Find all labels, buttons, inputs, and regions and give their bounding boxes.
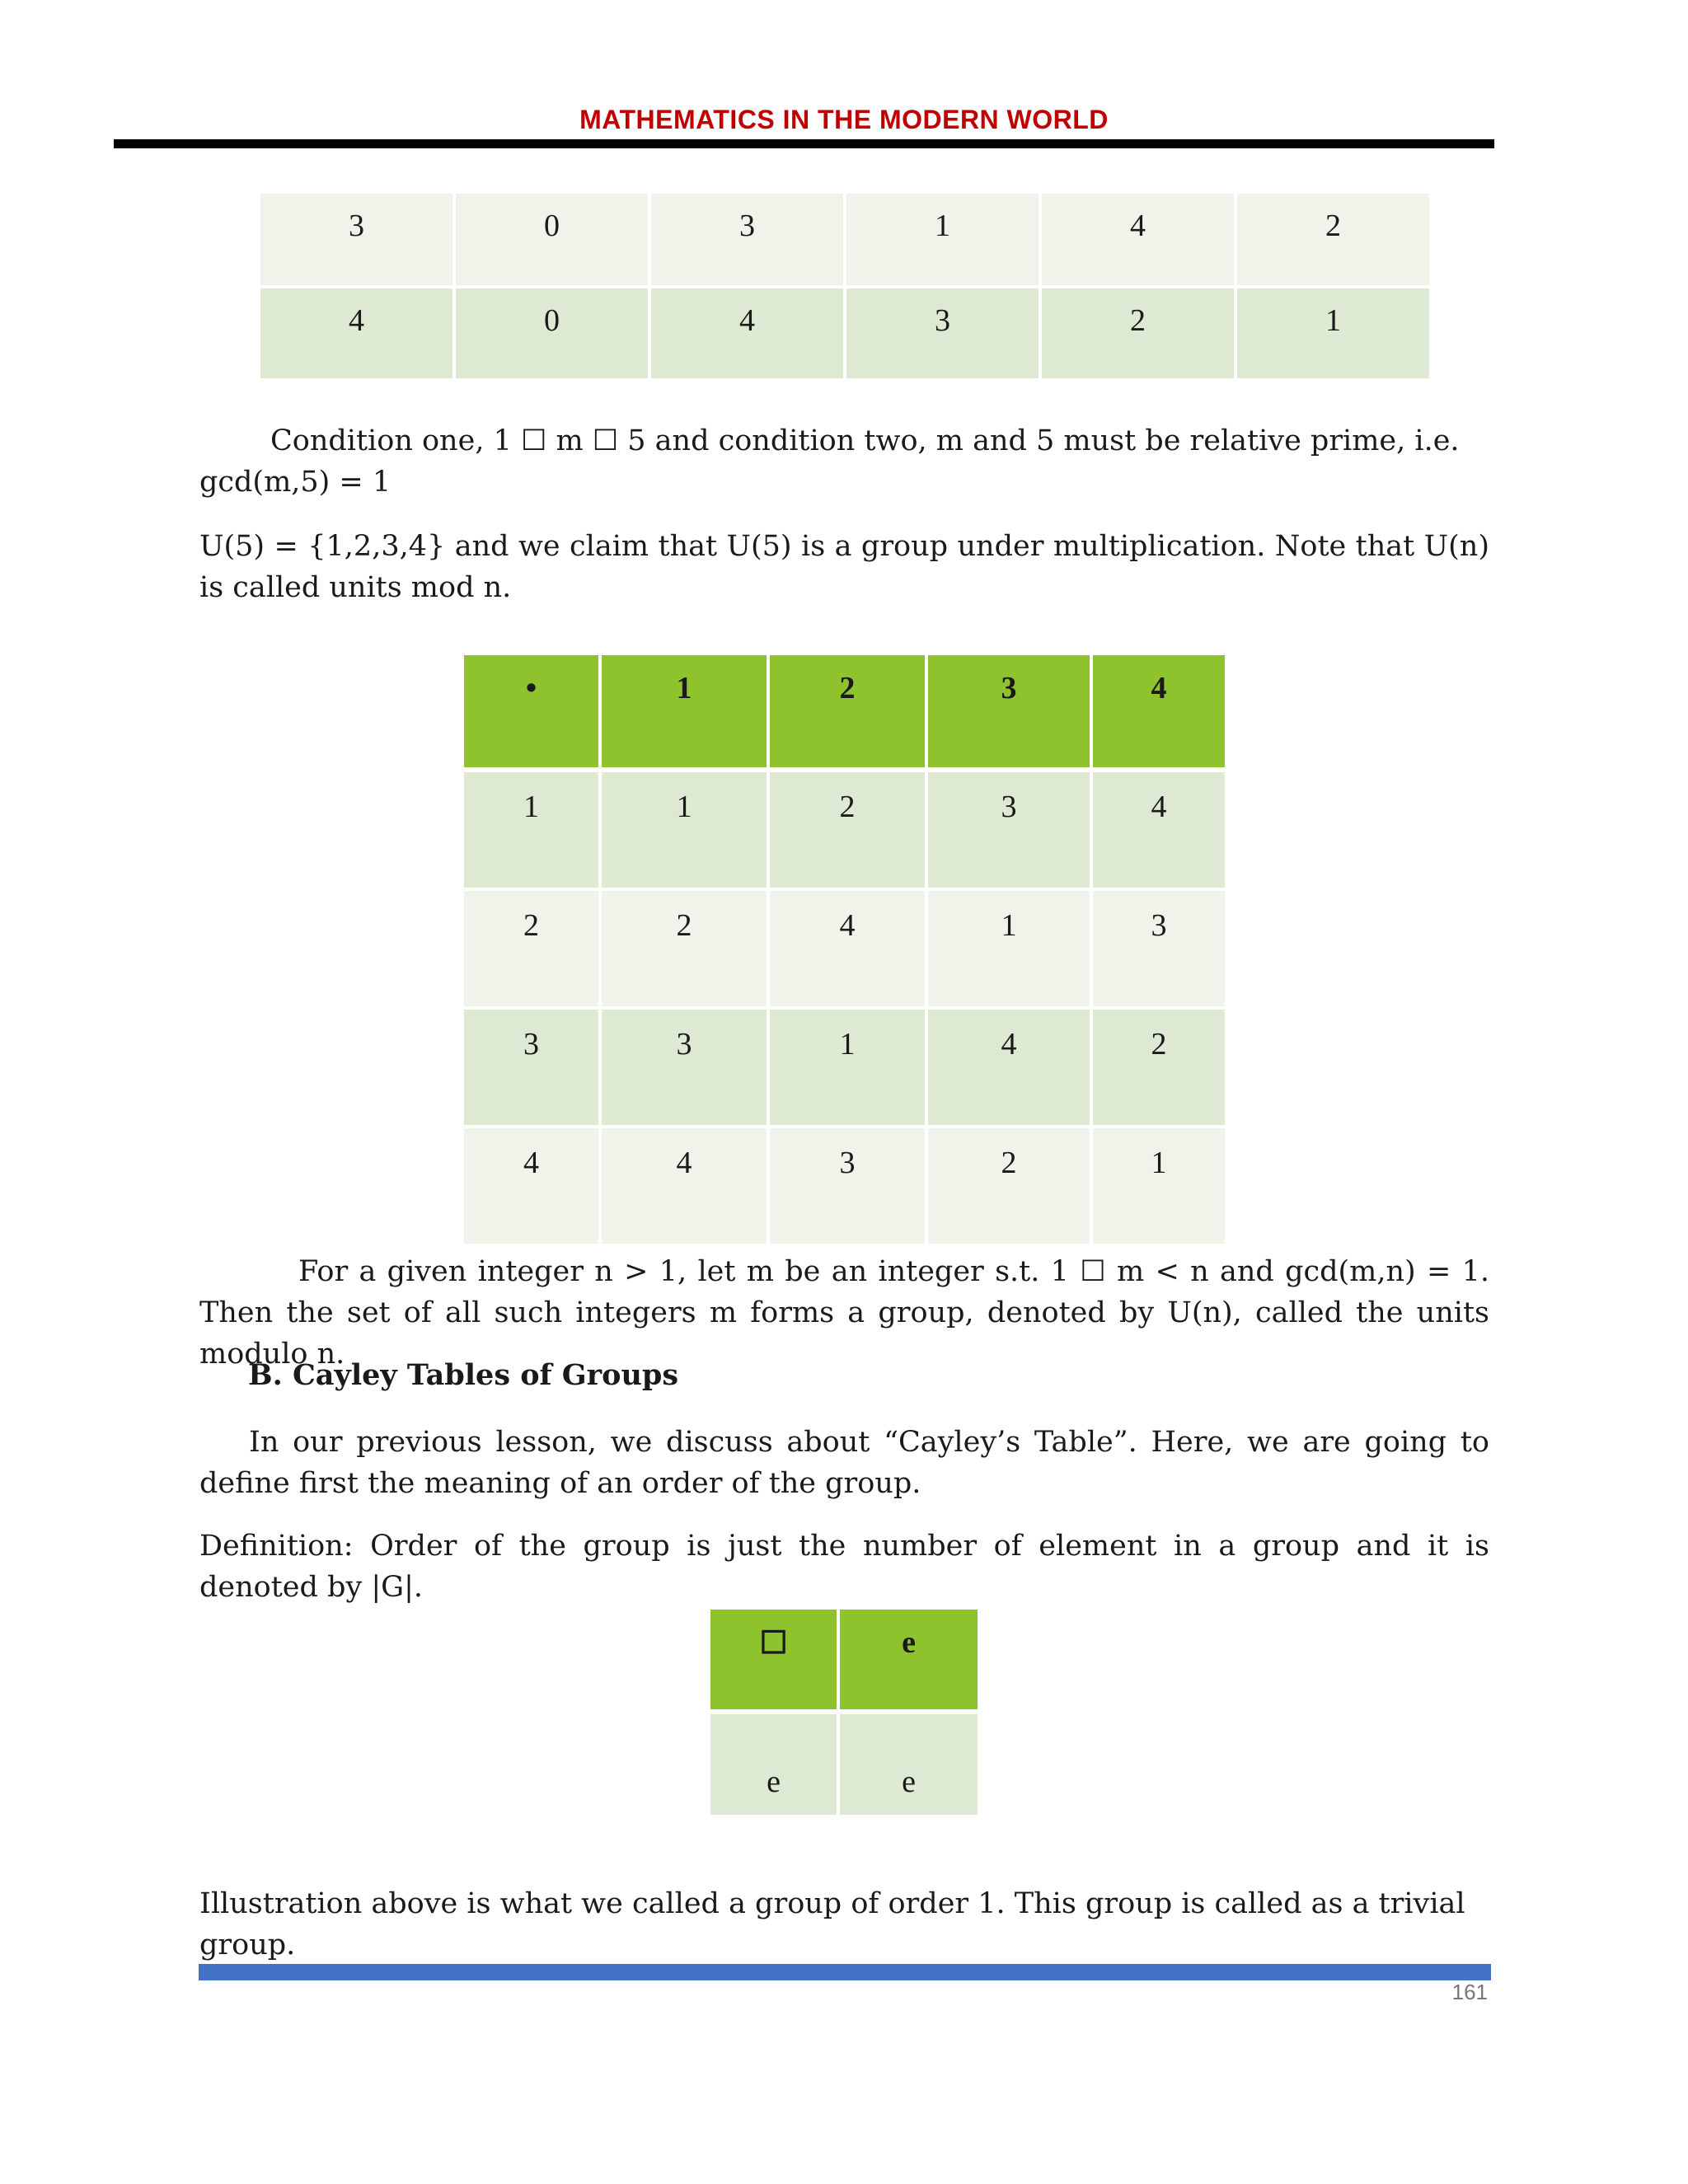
table-cell: 4 xyxy=(1042,194,1237,288)
table-row xyxy=(464,772,1228,891)
table-cell: 3 xyxy=(846,288,1042,382)
table-cell: e xyxy=(710,1714,840,1818)
table-cell: e xyxy=(840,1714,981,1818)
table-header-cell: e xyxy=(840,1610,981,1714)
table-cell: 1 xyxy=(846,194,1042,288)
table-cell: 4 xyxy=(260,288,456,382)
table-cell: 2 xyxy=(1237,194,1432,288)
condition-paragraph: Condition one, 1 ☐ m ☐ 5 and condition two, m and 5 must be relative prime, i.e. gcd(m,5) = 1 xyxy=(199,424,1460,499)
table-cell: 1 xyxy=(770,1010,928,1128)
table-cell: 4 xyxy=(928,1010,1093,1128)
table-cell: 3 xyxy=(1093,891,1228,1010)
table-cell: 3 xyxy=(602,1010,770,1128)
table-header-cell: • xyxy=(464,655,602,772)
table-header-row xyxy=(710,1610,981,1714)
table-cell: 2 xyxy=(464,891,602,1010)
section-heading: B. Cayley Tables of Groups xyxy=(248,1358,679,1392)
table-cell: 1 xyxy=(464,772,602,891)
units-mod-5-cayley-table xyxy=(464,655,1228,1247)
table-cell: 1 xyxy=(1093,1128,1228,1247)
table-cell: 3 xyxy=(770,1128,928,1247)
table-header-cell: ☐ xyxy=(710,1610,840,1714)
table-cell: 4 xyxy=(770,891,928,1010)
page-number: 161 xyxy=(1451,1980,1488,2004)
table-cell: 2 xyxy=(602,891,770,1010)
table-cell: 2 xyxy=(1093,1010,1228,1128)
table-cell: 4 xyxy=(1093,772,1228,891)
table-cell: 2 xyxy=(1042,288,1237,382)
table-header-row xyxy=(464,655,1228,772)
table-cell: 0 xyxy=(456,288,651,382)
header-rule xyxy=(114,139,1494,148)
table-cell: 3 xyxy=(260,194,456,288)
units-definition-paragraph: For a given integer n > 1, let m be an integer s.t. 1 ☐ m < n and gcd(m,n) = 1. Then the set of all such integers m forms a group, denoted by U(n), called the units modulo n. xyxy=(199,1255,1489,1371)
table-row xyxy=(464,1128,1228,1247)
table-cell: 3 xyxy=(928,772,1093,891)
table-cell: 2 xyxy=(928,1128,1093,1247)
table-cell: 1 xyxy=(928,891,1093,1010)
table-cell: 1 xyxy=(1237,288,1432,382)
table-cell: 0 xyxy=(456,194,651,288)
table-cell: 1 xyxy=(602,772,770,891)
order-definition-paragraph: Definition: Order of the group is just the number of element in a group and it is denoted by |G|. xyxy=(199,1530,1489,1604)
table-row xyxy=(464,891,1228,1010)
table-cell: 4 xyxy=(464,1128,602,1247)
table-row xyxy=(464,1010,1228,1128)
table-cell: 3 xyxy=(464,1010,602,1128)
table-cell: 2 xyxy=(770,772,928,891)
page-header-title: MATHEMATICS IN THE MODERN WORLD xyxy=(579,105,1109,134)
trivial-group-cayley-table xyxy=(710,1610,981,1818)
table-header-cell: 4 xyxy=(1093,655,1228,772)
table-cell: 3 xyxy=(651,194,846,288)
order-intro-paragraph: In our previous lesson, we discuss about “Cayley’s Table”. Here, we are going to define first the meaning of an order of the group. xyxy=(199,1426,1489,1500)
table-row xyxy=(710,1714,981,1818)
table-row xyxy=(260,194,1432,288)
table-header-cell: 2 xyxy=(770,655,928,772)
multiplication-table-continued xyxy=(260,194,1432,382)
illustration-paragraph: Illustration above is what we called a group of order 1. This group is called as a trivial group. xyxy=(199,1887,1465,1961)
table-header-cell: 3 xyxy=(928,655,1093,772)
table-header-cell: 1 xyxy=(602,655,770,772)
footer-rule xyxy=(199,1964,1491,1980)
claim-paragraph: U(5) = {1,2,3,4} and we claim that U(5) is a group under multiplication. Note that U(n) is called units mod n. xyxy=(199,530,1489,604)
table-cell: 4 xyxy=(602,1128,770,1247)
table-cell: 4 xyxy=(651,288,846,382)
table-row xyxy=(260,288,1432,382)
